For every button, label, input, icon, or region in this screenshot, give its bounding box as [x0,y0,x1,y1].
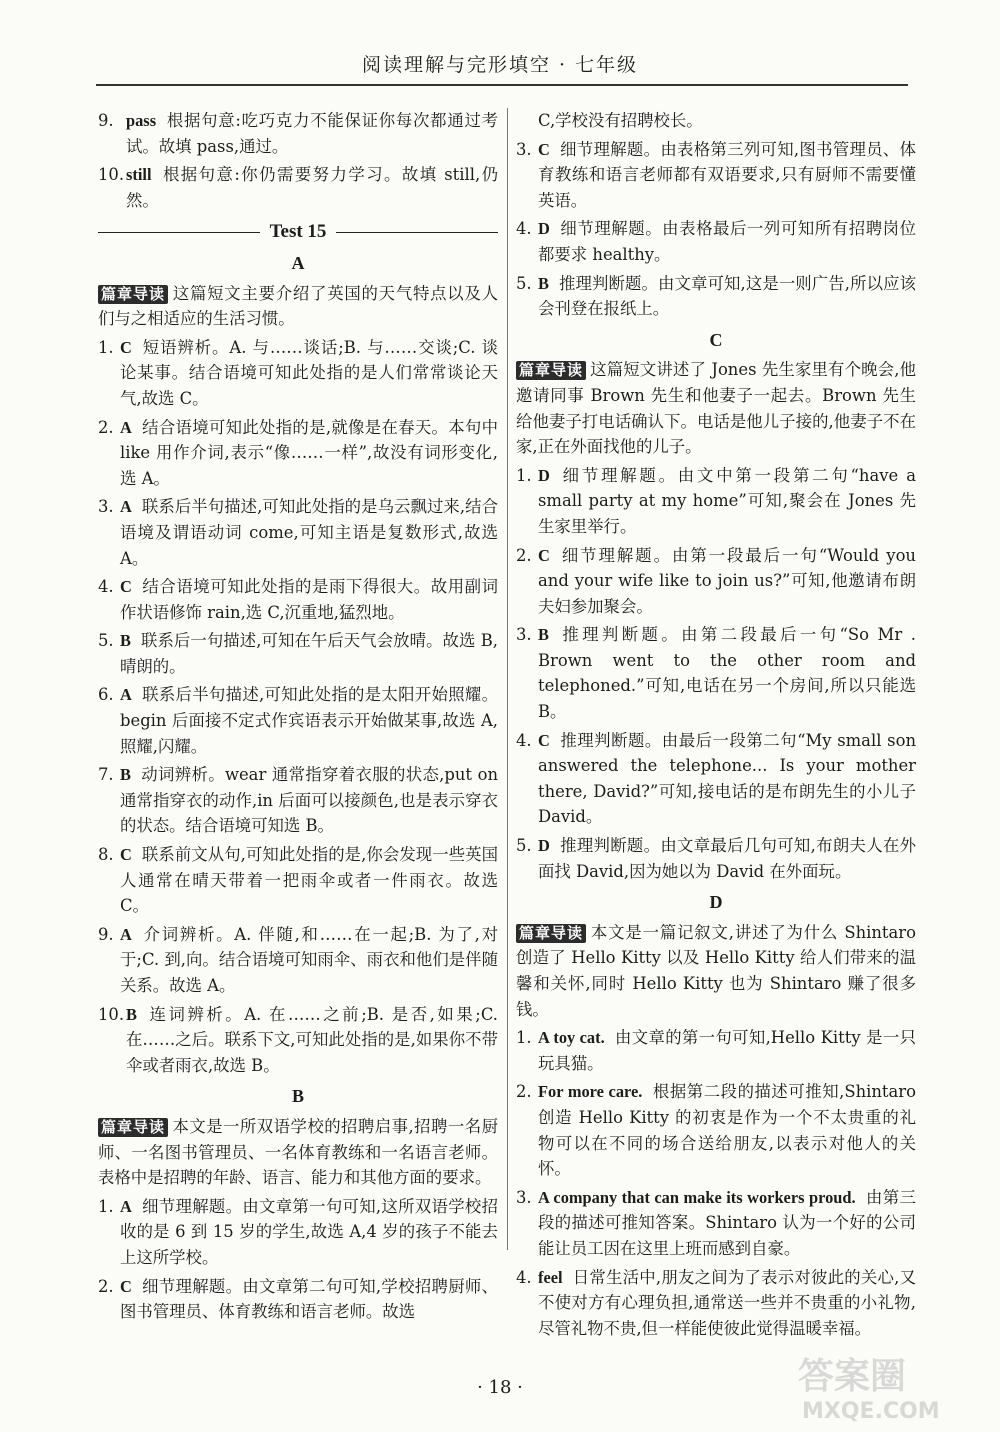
item-number: 9. [98,111,114,130]
list-item [516,1025,916,1076]
explanation: 细节理解题。由表格第三列可知,图书管理员、体育教练和语言老师都有双语要求,只有厨师不需要懂英语。 [538,139,916,210]
list-item [516,622,916,724]
explanation: 由文章的第一句可知,Hello Kitty 是一只玩具猫。 [538,1028,916,1073]
answer-key: B [120,631,131,651]
answer-key: C [538,730,550,750]
explanation: 联系后半句描述,可知此处指的是太阳开始照耀。begin 后面接不定式作宾语表示开始做某事,故选 A,照耀,闪耀。 [120,685,498,756]
explanation: C,学校没有招聘校长。 [538,111,703,130]
item-number: 3. [516,1187,532,1207]
item-number: 1. [98,1196,114,1216]
answer-key: pass [126,111,157,130]
item-number: 1. [516,465,532,485]
item-number: 3. [98,497,114,517]
watermark-line1: 答案圈 [798,1356,907,1397]
explanation: 根据句意:你仍需要努力学习。故填 still,仍然。 [126,165,498,210]
explanation: 推理判断题。由最后一段第二句“My small son answered the telephone... Is your mother there, David?”可知,接电话的是布朗先生的小儿子 David。 [538,730,916,827]
reading-guide-badge: 篇章导读 [98,285,168,304]
answer-key: A [120,497,132,517]
explanation: 细节理解题。由文中第一段第二句“have a small party at my home”可知,聚会在 Jones 先生家里举行。 [538,465,916,536]
item-number: 9. [98,924,114,944]
explanation: 动词辨析。wear 通常指穿着衣服的状态,put on 通常指穿衣的动作,in 后面可以接颜色,也是表示穿衣的状态。结合语境可知选 B。 [120,765,498,836]
list-item [516,833,916,884]
list-item [98,494,498,571]
section-label-d: D [709,892,723,913]
item-number: 2. [98,417,114,437]
reading-guide-text: 这篇短文主要介绍了英国的天气特点以及人们与之相适应的生活习惯。 [98,283,498,329]
item-number: 3. [516,625,532,645]
list-item [98,922,498,999]
answer-key: A [120,417,132,437]
item-number: 4. [516,730,532,750]
item-number: 8. [98,845,114,865]
item-number: 5. [98,631,114,651]
page-header-title: 阅读理解与完形填空 · 七年级 [361,54,639,76]
list-item [98,162,498,213]
reading-guide-text: 本文是一篇记叙文,讲述了为什么 Shintaro 创造了 Hello Kitty 以及 Hello Kitty 给人们带来的温馨和关怀,同时 Hello Kitty 也为 Shintaro 赚了很多钱。 [516,922,916,1019]
explanation: 推理判断题。由文章可知,这是一则广告,所以应该会刊登在报纸上。 [538,273,916,319]
explanation: 根据第二段的描述可推知,Shintaro 创造 Hello Kitty 的初衷是作为一个不太贵重的礼物可以在不同的场合送给朋友,以表示对他人的关怀。 [538,1082,916,1179]
reading-guide-badge: 篇章导读 [516,361,586,380]
answer-key: D [538,836,550,856]
list-item [98,1002,498,1079]
item-number: 5. [516,273,532,293]
item-number: 2. [98,1276,114,1296]
item-number: 2. [516,1082,532,1102]
answer-key: B [538,625,549,645]
list-item [516,1265,916,1342]
explanation: 细节理解题。由第一段最后一句“Would you and your wife like to join us?”可知,他邀请布朗夫妇参加聚会。 [538,545,916,616]
explanation: 细节理解题。由文章第二句可知,学校招聘厨师、图书管理员、体育教练和语言老师。故选 [120,1276,498,1322]
heading-rule-right [336,232,498,233]
reading-guide-badge: 篇章导读 [98,1118,168,1137]
test-heading [98,219,498,245]
explanation: 根据句意:吃巧克力不能保证你每次都通过考试。故填 pass,通过。 [126,111,498,156]
explanation: 推理判断题。由第二段最后一句“So Mr . Brown went to the other room and telephoned.”可知,电话在另一个房间,所以只能选 B。 [538,625,916,722]
list-item [516,1079,916,1181]
answer-key: A [120,924,132,944]
item-number: 1. [98,337,114,357]
list-item [516,271,916,322]
answer-key: A [120,685,132,705]
answer-key: still [126,165,152,185]
reading-guide-text: 本文是一所双语学校的招聘启事,招聘一名厨师、一名图书管理员、一名体育教练和一名语言老师。表格中是招聘的年龄、语言、能力和其他方面的要求。 [98,1116,498,1188]
item-number: 5. [516,836,532,856]
list-item [98,108,498,159]
item-number: 2. [516,545,532,565]
answer-key: B [538,273,549,293]
list-item [516,728,916,830]
answer-key: A company that can make its workers proud. [538,1187,856,1207]
list-item [516,1185,916,1262]
section-label-b: B [291,1086,304,1107]
item-number: 4. [516,1267,532,1287]
explanation: 结合语境可知此处指的是雨下得很大。故用副词作状语修饰 rain,选 C,沉重地,猛烈地。 [120,577,498,622]
answer-key: C [120,1276,132,1296]
explanation: 介词辨析。A. 伴随,和……在一起;B. 为了,对于;C. 到,向。结合语境可知雨伞、雨衣和他们是伴随关系。故选 A。 [120,924,498,995]
answer-key: For more care. [538,1082,643,1102]
answer-key: C [538,545,550,565]
list-item [516,543,916,620]
list-item [98,1274,498,1325]
explanation: 联系后一句描述,可知在午后天气会放晴。故选 B,晴朗的。 [120,631,498,676]
list-item [98,415,498,492]
watermark-logo [788,1348,978,1426]
answer-key: D [538,219,550,239]
item-number: 10. [98,165,125,185]
section-label-c: C [709,329,723,350]
section-label-a: A [291,252,305,273]
reading-guide-text: 这篇短文讲述了 Jones 先生家里有个晚会,他邀请同事 Brown 先生和他妻子一起去。Brown 先生给他妻子打电话确认下。电话是他儿子接的,他妻子不在家,正在外面找他的儿子。 [516,360,916,457]
explanation: 联系后半句描述,可知此处指的是乌云飘过来,结合语境及谓语动词 come,可知主语是复数形式,故选 A。 [120,497,498,568]
item-number: 6. [98,685,114,705]
item-number: 1. [516,1028,532,1048]
reading-guide-badge: 篇章导读 [516,924,586,943]
answer-key: C [120,337,132,357]
item-number-spacer [516,108,538,134]
explanation: 结合语境可知此处指的是,就像是在春天。本句中 like 用作介词,表示“像……一样”,故没有词形变化,选 A。 [120,417,498,488]
list-item [98,762,498,839]
heading-rule-left [98,232,260,233]
item-number: 4. [516,219,532,239]
test-title: Test 15 [269,221,327,243]
answer-key: C [538,139,550,159]
list-item [98,1194,498,1271]
item-number: 4. [98,577,114,597]
answer-key: A [120,1196,132,1216]
item-number: 7. [98,765,114,785]
list-item [516,137,916,214]
watermark-line2: MXQE.COM [802,1399,940,1424]
explanation: 联系前文从句,可知此处指的是,你会发现一些英国人通常在晴天带着一把雨伞或者一件雨衣。故选 C。 [120,845,498,916]
list-item [516,463,916,540]
item-number: 10. [98,1004,125,1024]
answer-key: feel [538,1267,563,1287]
list-item-continued [516,108,916,134]
list-item [98,574,498,625]
answer-key: D [538,465,550,485]
reading-guide [98,281,498,332]
list-item [98,682,498,759]
answer-key: C [120,577,132,597]
list-item [516,216,916,267]
header-rule [96,84,908,86]
column-divider [507,108,508,1250]
reading-guide [516,920,916,1022]
right-column [516,108,916,1344]
explanation: 短语辨析。A. 与……谈话;B. 与……交谈;C. 谈论某事。结合语境可知此处指的是人们常常谈论天气,故选 C。 [120,337,498,408]
reading-guide [516,357,916,459]
explanation: 由第三段的描述可推知答案。Shintaro 认为一个好的公司能让员工因在这里上班而感到自豪。 [538,1187,916,1258]
explanation: 细节理解题。由文章第一句可知,这所双语学校招收的是 6 到 15 岁的学生,故选 A,4 岁的孩子不能去上这所学校。 [120,1196,498,1267]
explanation: 日常生活中,朋友之间为了表示对彼此的关心,又不使对方有心理负担,通常送一些并不贵重的小礼物,尽管礼物不贵,但一样能使彼此觉得温暖幸福。 [538,1267,916,1338]
list-item [98,842,498,919]
explanation: 连词辨析。A. 在……之前;B. 是否,如果;C. 在……之后。联系下文,可知此处指的是,如果你不带伞或者雨衣,故选 B。 [126,1004,498,1075]
explanation: 细节理解题。由表格最后一列可知所有招聘岗位都要求 healthy。 [538,219,916,264]
list-item [98,335,498,412]
answer-key: B [120,765,131,785]
list-item [98,628,498,679]
left-column [98,108,498,1328]
item-number: 3. [516,139,532,159]
answer-key: A toy cat. [538,1028,605,1048]
reading-guide [98,1114,498,1191]
page-number: · 18 · [477,1377,523,1398]
answer-key: B [126,1004,137,1024]
answer-key: C [120,845,132,865]
explanation: 推理判断题。由文章最后几句可知,布朗夫人在外面找 David,因为她以为 David 在外面玩。 [538,836,916,881]
